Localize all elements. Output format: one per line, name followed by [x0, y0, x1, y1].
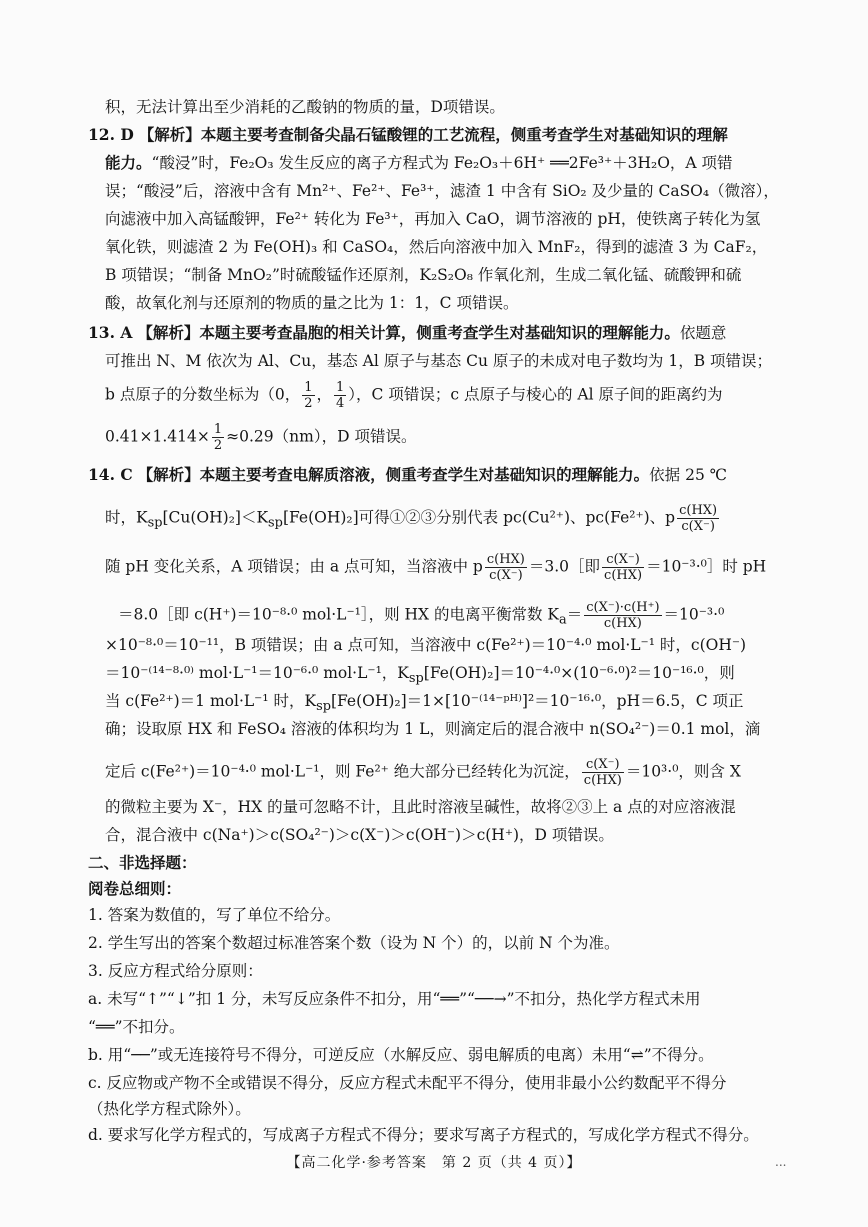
q13-line-3: b 点原子的分数坐标为（0， $\frac{1}{2}$ ， $\frac{1}{4}$ ），C 项错误；c 点原子与棱心的 Al 原子间的距离约为 [105, 380, 723, 411]
q12-line-1 [88, 124, 728, 146]
fraction: $\frac{1}{2}$ [213, 422, 223, 453]
footer-mark: ... [775, 1155, 787, 1169]
rule-item: 2. 学生写出的答案个数超过标准答案个数（设为 N 个）的，以前 N 个为准。 [88, 934, 620, 952]
q12-line-2: 能力。“酸浸”时，Fe₂O₃ 发生反应的离子方程式为 Fe₂O₃＋6H⁺ ══2Fe³⁺＋3H₂O，A 项错 [105, 153, 733, 172]
q11-tail: 积，无法计算出至少消耗的乙酸钠的物质的量，D项错误。 [105, 98, 505, 116]
fraction: $\frac{c(HX)}{c(X^-)}$ [679, 503, 718, 534]
q13-summary: 本题主要考查晶胞的相关计算，侧重考查学生对基础知识的理解能力。 [199, 323, 680, 342]
fraction: $\frac{c(X^-)}{c(HX)}$ [583, 757, 622, 788]
fraction: $\frac{c(X^-)\cdot c(H^+)}{c(HX)}$ [586, 600, 660, 631]
analysis-label: 【解析】 [137, 323, 200, 342]
q12-number: 12. D [88, 125, 134, 144]
q14-number: 14. C [88, 465, 133, 484]
rule-item: 3. 反应方程式给分原则： [88, 962, 263, 980]
q13-line-2: 可推出 N、M 依次为 Al、Cu，基态 Al 原子与基态 Cu 原子的未成对电子数均为 1，B 项错误； [105, 352, 773, 370]
rule-item: （热化学方程式除外）。 [88, 1100, 251, 1118]
page-footer: 【高二化学·参考答案 第 2 页（共 4 页）】 [286, 1155, 582, 1171]
rules-title: 阅卷总细则： [88, 879, 182, 898]
q14-line-6: ＝10⁻⁽¹⁴⁻⁸·⁰⁾ mol·L⁻¹＝10⁻⁶·⁰ mol·L⁻¹，$K_{sp}[Fe(OH)_2]=10^{-4}\cdot^0\times(10^{-6}\cdot^0)^2=10^{-16}\cdot^0$，则 [105, 664, 735, 687]
rule-item: c. 反应物或产物不全或错误不得分，反应方程式未配平不得分，使用非最小公约数配平不得分 [88, 1074, 727, 1092]
q12-line-7: 酸，故氧化剂与还原剂的物质的量之比为 1：1，C 项错误。 [105, 294, 519, 312]
q14-line-7: 当 c(Fe²⁺)＝1 mol·L⁻¹ 时，$K_{sp}[Fe(OH)_2]=1\times[10^{-(14-}ᵖᴴ^)]^2=10^{-16}\cdot^0$，pH＝6.5，C 项正 [105, 692, 744, 715]
fraction: $\frac{c(X^-)}{c(HX)}$ [604, 552, 643, 583]
q12-line-3: 误；“酸浸”后，溶液中含有 Mn²⁺、Fe²⁺、Fe³⁺，滤渣 1 中含有 SiO₂ 及少量的 CaSO₄（微溶）， [105, 182, 779, 200]
q12-line-5: 氧化铁，则滤渣 2 为 Fe(OH)₃ 和 CaSO₄，然后向溶液中加入 MnF₂，得到的滤渣 3 为 CaF₂， [105, 238, 768, 256]
q14-line-8: 确；设取原 HX 和 FeSO₄ 溶液的体积均为 1 L，则滴定后的混合液中 n(SO₄²⁻)＝0.1 mol，滴 [105, 720, 761, 738]
rule-item: 1. 答案为数值的，写了单位不给分。 [88, 906, 341, 924]
q12-summary: 本题主要考查制备尖晶石锰酸锂的工艺流程，侧重考查学生对基础知识的理解 [200, 125, 728, 144]
q13-line-4: 0.41×1.414× $\frac{1}{2}$ ≈0.29（nm），D 项错误。 [105, 422, 417, 453]
q14-line-5: ×10⁻⁸·⁰＝10⁻¹¹，B 项错误；由 a 点可知，当溶液中 c(Fe²⁺)＝10⁻⁴·⁰ mol·L⁻¹ 时，c(OH⁻) [105, 636, 747, 654]
q12-line-4: 向滤液中加入高锰酸钾，Fe²⁺ 转化为 Fe³⁺，再加入 CaO，调节溶液的 pH，使铁离子转化为氢 [105, 210, 761, 228]
analysis-label: 【解析】 [138, 125, 201, 144]
q14-line-9: 定后 c(Fe²⁺)＝10⁻⁴·⁰ mol·L⁻¹，则 Fe²⁺ 绝大部分已经转化为沉淀， $\frac{c(X^-)}{c(HX)}$ ＝10³·⁰，则含 X [105, 757, 741, 788]
section-heading: 二、非选择题： [88, 853, 197, 872]
fraction: $\frac{1}{2}$ [304, 380, 313, 411]
q14-line-11: 合，混合液中 c(Na⁺)＞c(SO₄²⁻)＞c(X⁻)＞c(OH⁻)＞c(H⁺)，D 项错误。 [105, 826, 614, 844]
q12-line-6: B 项错误；“制备 MnO₂”时硫酸锰作还原剂，K₂S₂O₈ 作氧化剂，生成二氧化锰、硫酸钾和硫 [105, 266, 742, 284]
q14-summary: 本题主要考查电解质溶液，侧重考查学生对基础知识的理解能力。 [199, 465, 650, 484]
q14-line-3: 随 pH 变化关系，A 项错误；由 a 点可知，当溶液中 p $\frac{c(HX)}{c(X^-)}$ ＝3.0［即 $\frac{c(X^-)}{c(HX)}$ ＝10⁻³·⁰］时 pH [105, 552, 767, 583]
q14-line-4: ＝8.0［即 c(H⁺)＝10⁻⁸·⁰ mol·L⁻¹］，则 HX 的电离平衡常数 $K_a=$ $\frac{c(X^-)\cdot c(H^+)}{c(HX)}$ ＝10⁻³·⁰ [118, 600, 725, 631]
fraction: $\frac{1}{4}$ [336, 380, 345, 411]
q13-line-1: 13. A 【解析】本题主要考查晶胞的相关计算，侧重考查学生对基础知识的理解能力。依题意 [88, 323, 727, 342]
q14-line-1: 14. C 【解析】本题主要考查电解质溶液，侧重考查学生对基础知识的理解能力。依据 25 ℃ [88, 465, 728, 484]
rule-item: d. 要求写化学方程式的，写成离子方程式不得分；要求写离子方程式的，写成化学方程式不得分。 [88, 1126, 759, 1144]
q14-line-2: 时，$K_{sp}[Cu(OH)_2]<K_{sp}[Fe(OH)_2]$可得①②③分别代表 pc(Cu²⁺)、pc(Fe²⁺)、p $\frac{c(HX)}{c(X^-)}$ [105, 503, 718, 534]
q13-number: 13. A [88, 323, 133, 342]
fraction: $\frac{c(HX)}{c(X^-)}$ [486, 552, 525, 583]
rule-item: “══”不扣分。 [88, 1018, 185, 1036]
rule-item: b. 用“──”或无连接符号不得分，可逆反应（水解反应、弱电解质的电离）未用“⇌”不得分。 [88, 1046, 714, 1064]
analysis-label: 【解析】 [137, 465, 200, 484]
rule-item: a. 未写“↑”“↓”扣 1 分，未写反应条件不扣分，用“══”“──→”不扣分，热化学方程式未用 [88, 990, 701, 1008]
q14-line-10: 的微粒主要为 X⁻，HX 的量可忽略不计，且此时溶液呈碱性，故将②③上 a 点的对应溶液混 [105, 798, 736, 816]
